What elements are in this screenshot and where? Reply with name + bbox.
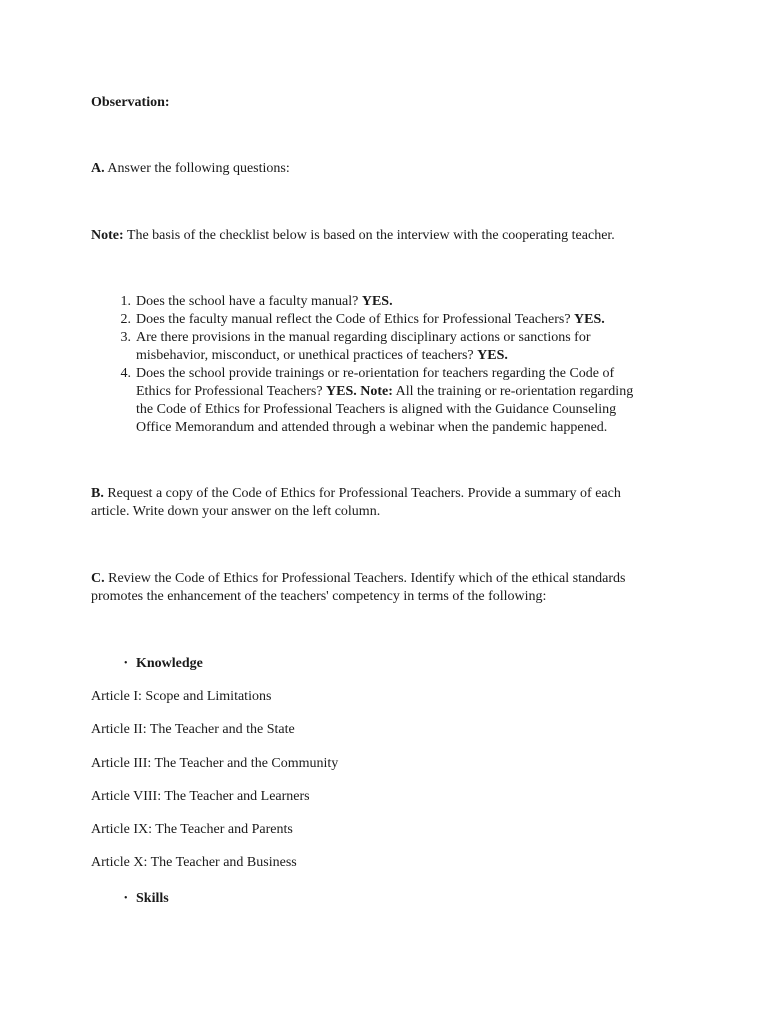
section-b-label: B. <box>91 486 104 501</box>
knowledge-heading: Knowledge <box>136 656 203 671</box>
list-number: 1. <box>120 294 131 309</box>
section-a <box>91 160 691 178</box>
question-text: Does the school provide trainings or re-orientation for teachers regarding the Code of Ethics for Professional Teachers? YES. Note: All the training or re-orientation regarding the Code of Ethics for Professional Teachers is aligned with the Guidance Counseling Office Memorandum and attended through a webinar when the pandemic happened. <box>136 366 634 435</box>
bullet-icon: • <box>124 893 128 904</box>
section-c-label: C. <box>91 571 105 586</box>
article-line: Article IX: The Teacher and Parents <box>91 822 293 837</box>
observation-heading: Observation: <box>91 95 170 110</box>
note-label: Note: <box>91 228 124 243</box>
article-line: Article II: The Teacher and the State <box>91 722 295 737</box>
section-b: B. Request a copy of the Code of Ethics for Professional Teachers. Provide a summary of each article. Write down your answer on the left column. <box>91 486 621 519</box>
section-c: C. Review the Code of Ethics for Professional Teachers. Identify which of the ethical standards promotes the enhancement of the teachers' competency in terms of the following: <box>91 571 626 604</box>
question-text: Are there provisions in the manual regarding disciplinary actions or sanctions for misbehavior, misconduct, or unethical practices of teachers? YES. <box>136 330 591 363</box>
list-number: 3. <box>120 330 131 345</box>
question-text: Does the faculty manual reflect the Code of Ethics for Professional Teachers? YES. <box>136 312 605 327</box>
list-number: 4. <box>120 366 131 381</box>
article-line: Article I: Scope and Limitations <box>91 689 272 704</box>
note-text: The basis of the checklist below is based on the interview with the cooperating teacher. <box>123 228 615 243</box>
list-number: 2. <box>120 312 131 327</box>
article-line: Article III: The Teacher and the Community <box>91 756 339 771</box>
question-text: Does the school have a faculty manual? YES. <box>136 294 393 309</box>
article-line: Article X: The Teacher and Business <box>91 855 297 870</box>
bullet-icon: • <box>124 658 128 669</box>
article-line: Article VIII: The Teacher and Learners <box>91 789 310 804</box>
skills-heading: Skills <box>136 891 169 906</box>
section-a-label: A. <box>91 161 105 176</box>
section-a-text: Answer the following questions: <box>104 161 290 176</box>
note-line <box>91 227 691 245</box>
